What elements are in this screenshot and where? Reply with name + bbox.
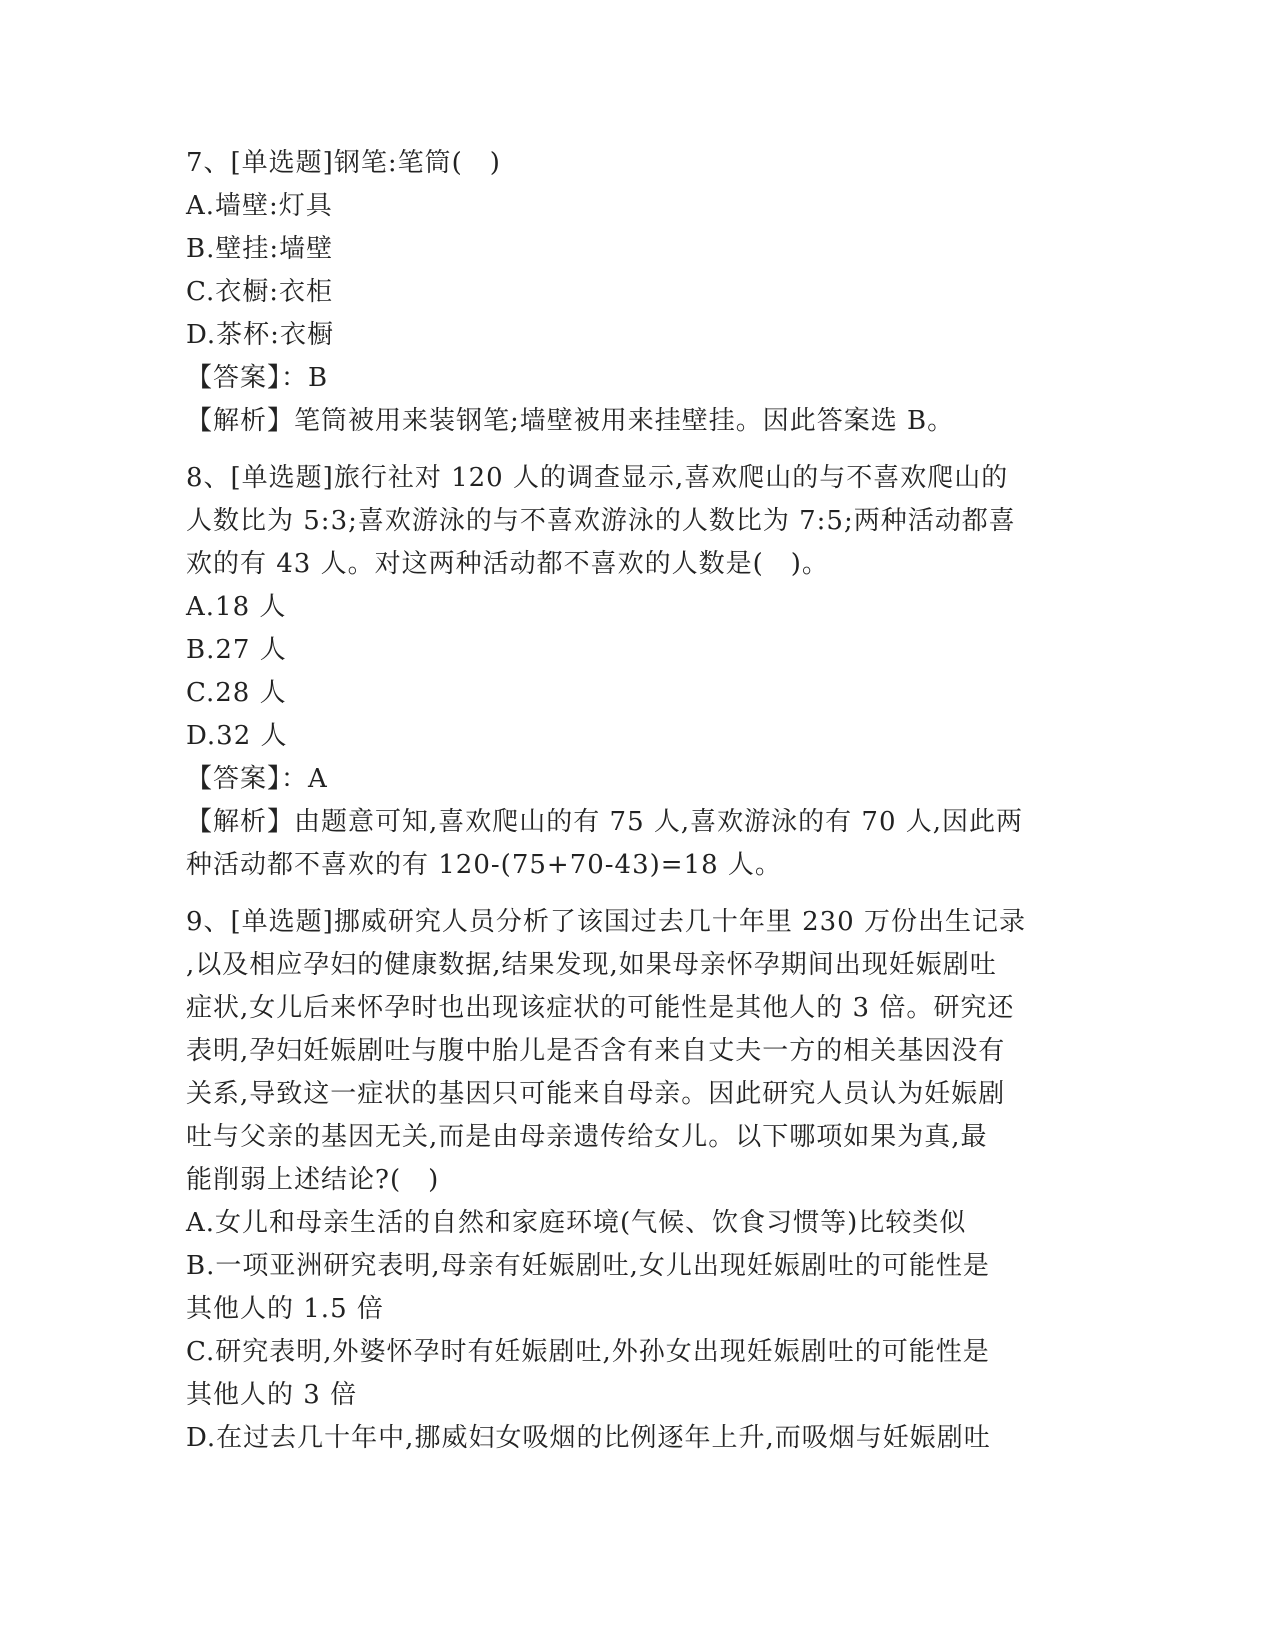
question-7: [186, 142, 1086, 443]
question-8: [186, 457, 1086, 887]
question-stem-line: 9、[单选题]挪威研究人员分析了该国过去几十年里 230 万份出生记录: [186, 907, 1026, 937]
question-stem-line: 症状,女儿后来怀孕时也出现该症状的可能性是其他人的 3 倍。研究还: [186, 993, 1015, 1023]
option-c-continued: 其他人的 3 倍: [186, 1380, 358, 1410]
option-d: D.32 人: [186, 721, 288, 751]
option-c: C.28 人: [186, 678, 287, 708]
option-d: D.在过去几十年中,挪威妇女吸烟的比例逐年上升,而吸烟与妊娠剧吐: [186, 1423, 991, 1453]
answer-line: 【答案】：A: [186, 764, 328, 794]
option-a: A.墙壁:灯具: [186, 191, 333, 221]
question-stem-line: 人数比为 5:3;喜欢游泳的与不喜欢游泳的人数比为 7:5;两种活动都喜: [186, 506, 1016, 536]
document-page: [186, 142, 1086, 1460]
question-stem-line: 吐与父亲的基因无关,而是由母亲遗传给女儿。以下哪项如果为真,最: [186, 1122, 988, 1152]
question-stem-line: 8、[单选题]旅行社对 120 人的调查显示,喜欢爬山的与不喜欢爬山的: [186, 463, 1009, 493]
option-b: B.27 人: [186, 635, 287, 665]
analysis-line: 【解析】笔筒被用来装钢笔;墙壁被用来挂壁挂。因此答案选 B。: [186, 406, 955, 436]
option-a: A.女儿和母亲生活的自然和家庭环境(气候、饮食习惯等)比较类似: [186, 1208, 967, 1238]
question-stem-line: 7、[单选题]钢笔:笔筒( ): [186, 148, 501, 178]
analysis-line: 种活动都不喜欢的有 120-(75+70-43)=18 人。: [186, 850, 782, 880]
option-a: A.18 人: [186, 592, 287, 622]
analysis-line: 【解析】由题意可知,喜欢爬山的有 75 人,喜欢游泳的有 70 人,因此两: [186, 807, 1024, 837]
option-b: B.壁挂:墙壁: [186, 234, 334, 264]
question-stem-line: 关系,导致这一症状的基因只可能来自母亲。因此研究人员认为妊娠剧: [186, 1079, 1006, 1109]
question-stem-line: 表明,孕妇妊娠剧吐与腹中胎儿是否含有来自丈夫一方的相关基因没有: [186, 1036, 1006, 1066]
option-c: C.研究表明,外婆怀孕时有妊娠剧吐,外孙女出现妊娠剧吐的可能性是: [186, 1337, 990, 1367]
option-c: C.衣橱:衣柜: [186, 277, 333, 307]
option-b-continued: 其他人的 1.5 倍: [186, 1294, 384, 1324]
option-b: B.一项亚洲研究表明,母亲有妊娠剧吐,女儿出现妊娠剧吐的可能性是: [186, 1251, 990, 1281]
answer-line: 【答案】：B: [186, 363, 329, 393]
question-9: [186, 901, 1086, 1460]
question-stem-line: ,以及相应孕妇的健康数据,结果发现,如果母亲怀孕期间出现妊娠剧吐: [186, 950, 997, 980]
question-stem-line: 能削弱上述结论?( ): [186, 1165, 440, 1195]
option-d: D.茶杯:衣橱: [186, 320, 334, 350]
question-stem-line: 欢的有 43 人。对这两种活动都不喜欢的人数是( )。: [186, 549, 829, 579]
